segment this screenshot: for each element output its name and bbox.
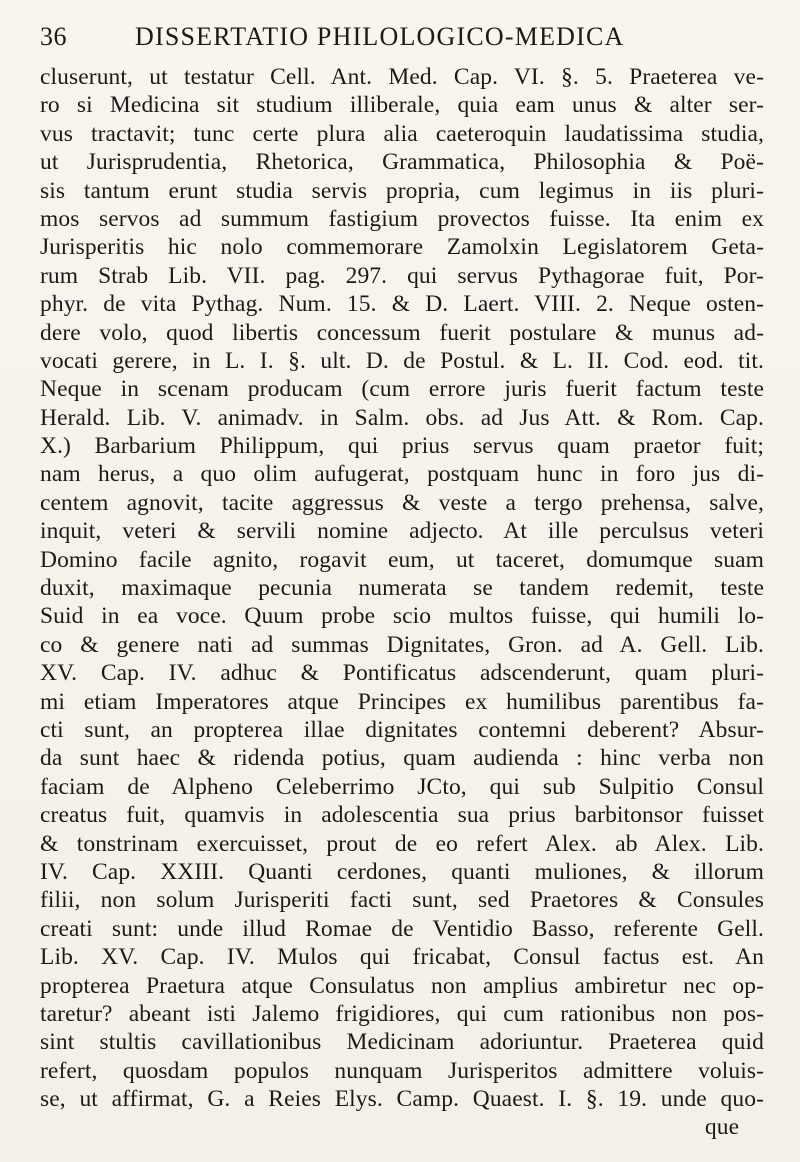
- text-line: taretur? abeant isti Jalemo frigidiores, qui cum rationibus non pos-: [40, 1000, 764, 1027]
- text-line: se, ut affirmat, G. a Reies Elys. Camp. Quaest. I. §. 19. unde quo-: [40, 1086, 764, 1113]
- text-line: phyr. de vita Pythag. Num. 15. & D. Laert. VIII. 2. Neque osten-: [40, 291, 764, 318]
- page-number: 36: [40, 22, 67, 51]
- text-line: Suid in ea voce. Quum probe scio multos fuisse, qui humili lo-: [40, 603, 764, 630]
- catchword: que: [704, 1114, 740, 1141]
- text-line: IV. Cap. XXIII. Quanti cerdones, quanti muliones, & illorum: [40, 858, 764, 885]
- text-line: mos servos ad summum fastigium provectos fuisse. Ita enim ex: [40, 205, 764, 232]
- text-line: nam herus, a quo olim aufugerat, postquam hunc in foro jus di-: [40, 461, 764, 488]
- text-line: sint stultis cavillationibus Medicinam adoriuntur. Praeterea quid: [40, 1029, 764, 1056]
- text-line: co & genere nati ad summas Dignitates, Gron. ad A. Gell. Lib.: [40, 631, 764, 658]
- text-line: creatus fuit, quamvis in adolescentia sua prius barbitonsor fuisset: [40, 802, 764, 829]
- text-line: Domino facile agnito, rogavit eum, ut taceret, domumque suam: [40, 546, 764, 573]
- text-line: vocati gerere, in L. I. §. ult. D. de Postul. & L. II. Cod. eod. tit.: [40, 347, 764, 374]
- text-line: creati sunt: unde illud Romae de Ventidio Basso, referente Gell.: [40, 915, 764, 942]
- text-line: Neque in scenam producam (cum errore juris fuerit factum teste: [40, 376, 764, 403]
- text-line: faciam de Alpheno Celeberrimo JCto, qui sub Sulpitio Consul: [40, 773, 764, 800]
- text-line: cti sunt, an propterea illae dignitates contemni deberent? Absur-: [40, 716, 764, 743]
- text-line: X.) Barbarium Philippum, qui prius servus quam praetor fuit;: [40, 433, 764, 460]
- text-line: refert, quosdam populos nunquam Jurisperitos admittere voluis-: [40, 1057, 764, 1084]
- text-line: centem agnovit, tacite aggressus & veste a tergo prehensa, salve,: [40, 489, 764, 516]
- text-line: filii, non solum Jurisperiti facti sunt, sed Praetores & Consules: [40, 887, 764, 914]
- text-line: & tonstrinam exercuisset, prout de eo refert Alex. ab Alex. Lib.: [40, 830, 764, 857]
- text-line: cluserunt, ut testatur Cell. Ant. Med. Cap. VI. §. 5. Praeterea ve-: [40, 64, 764, 90]
- text-line: mi etiam Imperatores atque Principes ex humilibus parentibus fa-: [40, 688, 764, 715]
- text-line: propterea Praetura atque Consulatus non amplius ambiretur nec op-: [40, 972, 764, 999]
- running-title: DISSERTATIO PHILOLOGICO-MEDICA: [135, 22, 625, 51]
- text-line: ro si Medicina sit studium illiberale, quia eam unus & alter ser-: [40, 92, 764, 119]
- text-line: XV. Cap. IV. adhuc & Pontificatus adscenderunt, quam pluri-: [40, 660, 764, 687]
- text-line: Jurisperitis hic nolo commemorare Zamolxin Legislatorem Geta-: [40, 234, 764, 261]
- text-line: vus tractavit; tunc certe plura alia caeteroquin laudatissima studia,: [40, 120, 764, 147]
- text-line: rum Strab Lib. VII. pag. 297. qui servus Pythagorae fuit, Por-: [40, 262, 764, 289]
- text-line: da sunt haec & ridenda potius, quam audienda : hinc verba non: [40, 745, 764, 772]
- text-line: dere volo, quod libertis concessum fuerit postulare & munus ad-: [40, 319, 764, 346]
- text-line: inquit, veteri & servili nomine adjecto. At ille perculsus veteri: [40, 518, 764, 545]
- text-line: ut Jurisprudentia, Rhetorica, Grammatica, Philosophia & Poë-: [40, 149, 764, 176]
- text-line: Lib. XV. Cap. IV. Mulos qui fricabat, Consul factus est. An: [40, 944, 764, 971]
- body-text: [40, 63, 764, 1142]
- page-header: [40, 18, 760, 58]
- text-line: sis tantum erunt studia servis propria, cum legimus in iis pluri-: [40, 177, 764, 204]
- text-line: Herald. Lib. V. animadv. in Salm. obs. ad Jus Att. & Rom. Cap.: [40, 404, 764, 431]
- text-line: duxit, maximaque pecunia numerata se tandem redemit, teste: [40, 575, 764, 602]
